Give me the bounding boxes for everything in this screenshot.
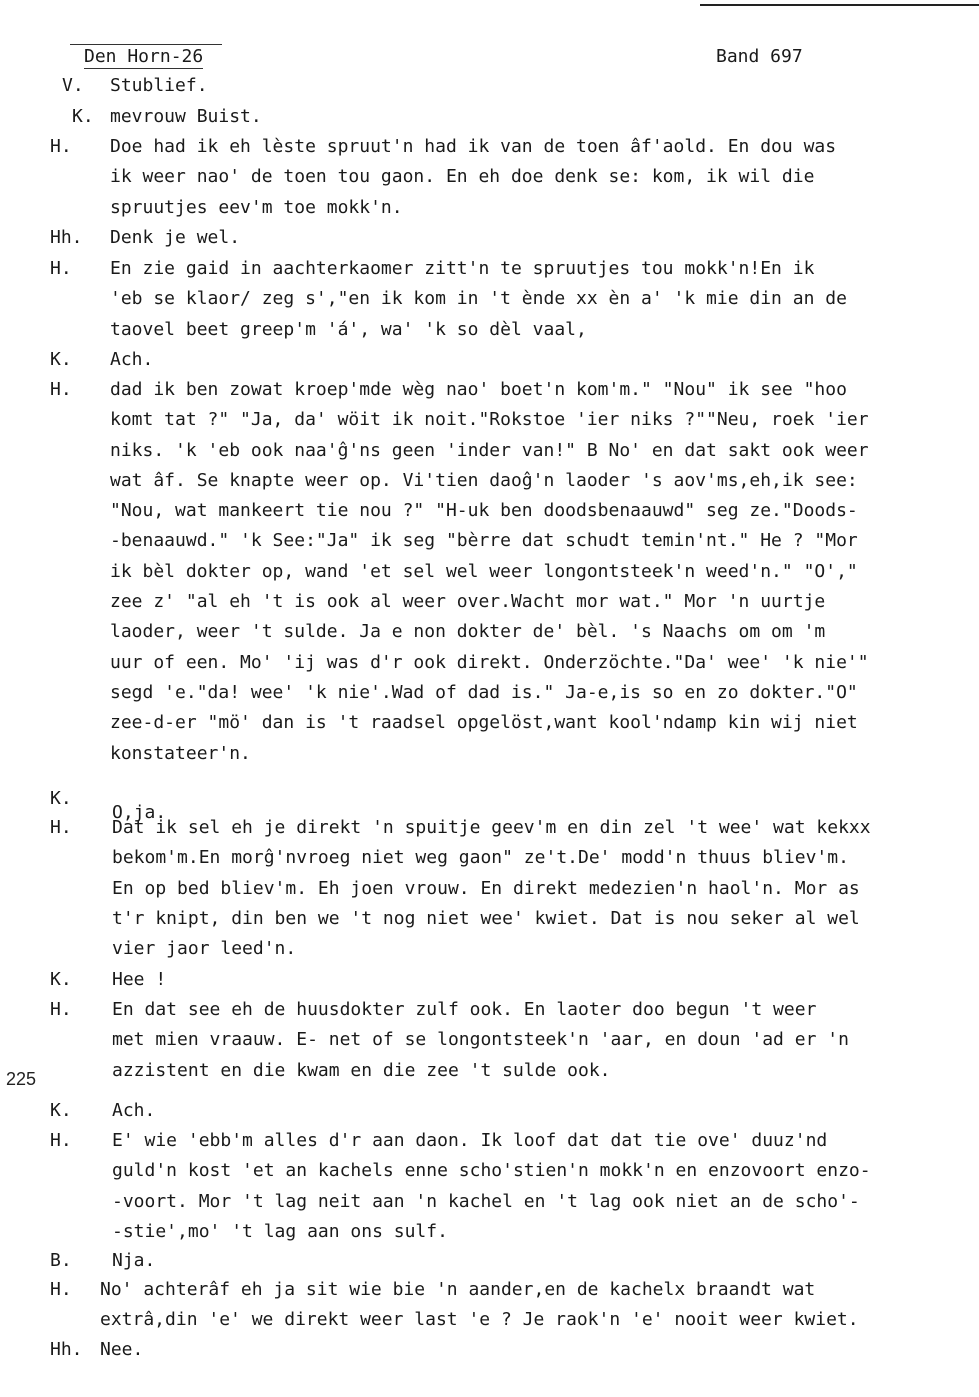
- utterance-text: [112, 813, 871, 964]
- utterance-text: [110, 345, 153, 375]
- text-line: taovel beet greep'm 'á', wa' 'k so dèl vaal,: [110, 318, 587, 340]
- speaker-label: H.: [50, 999, 72, 1020]
- text-line: Dat ik sel eh je direkt 'n spuitje geev'm en din zel 't wee' wat kekxx: [112, 817, 871, 838]
- speaker-label: K.: [50, 1100, 72, 1121]
- header-title: Den Horn-26: [84, 46, 204, 67]
- utterance-text: [110, 132, 836, 223]
- text-line: O,ja.: [112, 802, 167, 823]
- utterance-text: [112, 1096, 155, 1126]
- utterance-text: [110, 254, 847, 345]
- text-line: En zie gaid in aachterkaomer zitt'n te spruutjes tou mokk'n!En ik: [110, 258, 815, 279]
- speaker-label: V.: [62, 75, 84, 96]
- text-line: niks. 'k 'eb ook naa'ĝ'ns geen 'inder van!" B No' en dat sakt ook weer: [110, 439, 869, 461]
- text-line: komt tat ?" "Ja, da' wöit ik noit."Rokstoe 'ier niks ?""Neu, roek 'ier: [110, 409, 869, 431]
- text-line: wat âf. Se knapte weer op. Vi'tien daoĝ'n laoder 's aov'ms,eh,ik see:: [110, 469, 858, 491]
- text-line: ik bèl dokter op, wand 'et sel wel weer longontsteek'n weed'n." "O',": [110, 560, 858, 582]
- text-line: ik weer nao' de toen tou gaon. En eh doe denk se: kom, ik wil die: [110, 166, 815, 188]
- text-line: extrâ,din 'e' we direkt weer last 'e ? Je raok'n 'e' nooit weer kwiet.: [100, 1309, 859, 1331]
- text-line: Stublief.: [110, 75, 208, 96]
- text-line: Denk je wel.: [110, 227, 241, 248]
- text-line: -benaauwd." 'k See:"Ja" ik seg "bèrre dat schudt temin'nt." He ? "Mor: [110, 530, 858, 552]
- text-line: Ach.: [110, 349, 154, 370]
- top-rule: [700, 4, 979, 6]
- speaker-label: K.: [72, 106, 94, 127]
- speaker-label: Hh.: [50, 1339, 83, 1360]
- speaker-label: Hh.: [50, 227, 83, 248]
- speaker-label: H.: [50, 1130, 72, 1151]
- utterance-text: [100, 1335, 143, 1365]
- text-line: guld'n kost 'et an kachels enne scho'stien'n mokk'n en enzovoort enzo-: [112, 1160, 871, 1182]
- speaker-label: K.: [50, 969, 72, 990]
- header-band-number: Band 697: [716, 46, 803, 67]
- text-line: spruutjes eev'm toe mokk'n.: [110, 196, 403, 218]
- text-line: Nja.: [112, 1250, 156, 1271]
- text-line: zee-d-er "mö' dan is 't raadsel opgelöst,want kool'ndamp kin wij niet: [110, 712, 858, 734]
- text-line: En dat see eh de huusdokter zulf ook. En laoter doo begun 't weer: [112, 999, 817, 1020]
- text-line: t'r knipt, din ben we 't nog niet wee' kwiet. Dat is nou seker al wel: [112, 907, 860, 929]
- text-line: konstateer'n.: [110, 742, 251, 764]
- text-line: segd 'e."da! wee' 'k nie'.Wad of dad is." Ja-e,is so en zo dokter."O": [110, 681, 858, 703]
- speaker-label: H.: [50, 817, 72, 838]
- text-line: laoder, weer 't sulde. Ja e non dokter de' bèl. 's Naachs om om 'm: [110, 621, 826, 643]
- text-line: bekom'm.En morĝ'nvroeg niet weg gaon" ze't.De' modd'n thuus bliev'm.: [112, 847, 849, 869]
- speaker-label: H.: [50, 379, 72, 400]
- speaker-label: H.: [50, 1279, 72, 1300]
- utterance-text: [110, 223, 240, 253]
- text-line: Hee !: [112, 969, 167, 990]
- text-line: Doe had ik eh lèste spruut'n had ik van de toen âf'aold. En dou was: [110, 136, 837, 157]
- utterance-text: [110, 71, 208, 101]
- speaker-label: H.: [50, 258, 72, 279]
- text-line: E' wie 'ebb'm alles d'r aan daon. Ik loof dat dat tie ove' duuz'nd: [112, 1130, 828, 1151]
- text-line: En op bed bliev'm. Eh joen vrouw. En direkt medezien'n haol'n. Mor as: [112, 877, 860, 899]
- text-line: zee z' "al eh 't is ook al weer over.Wacht mor wat." Mor 'n uurtje: [110, 591, 826, 613]
- utterance-text: [110, 375, 869, 769]
- speaker-label: K.: [50, 349, 72, 370]
- text-line: Ach.: [112, 1100, 156, 1121]
- utterance-text: [112, 995, 849, 1086]
- text-line: -voort. Mor 't lag neit aan 'n kachel en 't lag ook niet an de scho'-: [112, 1190, 860, 1212]
- text-line: dad ik ben zowat kroep'mde wèg nao' boet'n kom'm." "Nou" ik see "hoo: [110, 379, 847, 400]
- text-line: "Nou, wat mankeert tie nou ?" "H-uk ben doodsbenaauwd" seg ze."Doods-: [110, 500, 858, 522]
- text-line: mevrouw Buist.: [110, 106, 262, 127]
- margin-page-number: 225: [6, 1069, 37, 1089]
- utterance-text: [112, 965, 166, 995]
- text-line: -stie',mo' 't lag aan ons sulf.: [112, 1220, 448, 1242]
- speaker-label: K.: [50, 788, 72, 809]
- utterance-text: [112, 1126, 871, 1247]
- header-overline: [70, 44, 222, 45]
- speaker-label: H.: [50, 136, 72, 157]
- text-line: met mien vraauw. E- net of se longontsteek'n 'aar, en doun 'ad er 'n: [112, 1029, 849, 1051]
- text-line: uur of een. Mo' 'ij was d'r ook direkt. Onderzöchte."Da' wee' 'k nie'": [110, 651, 869, 673]
- utterance-text: [110, 102, 262, 132]
- text-line: azzistent en die kwam en die zee 't sulde ook.: [112, 1059, 611, 1081]
- utterance-text: [100, 1275, 859, 1336]
- text-line: Nee.: [100, 1339, 144, 1360]
- utterance-text: [112, 1246, 155, 1276]
- text-line: No' achterâf eh ja sit wie bie 'n aander,en de kachelx braandt wat: [100, 1279, 816, 1300]
- text-line: 'eb se klaor/ zeg s',"en ik kom in 't ènde xx èn a' 'k mie din an de: [110, 288, 847, 310]
- text-line: vier jaor leed'n.: [112, 938, 297, 960]
- speaker-label: B.: [50, 1250, 72, 1271]
